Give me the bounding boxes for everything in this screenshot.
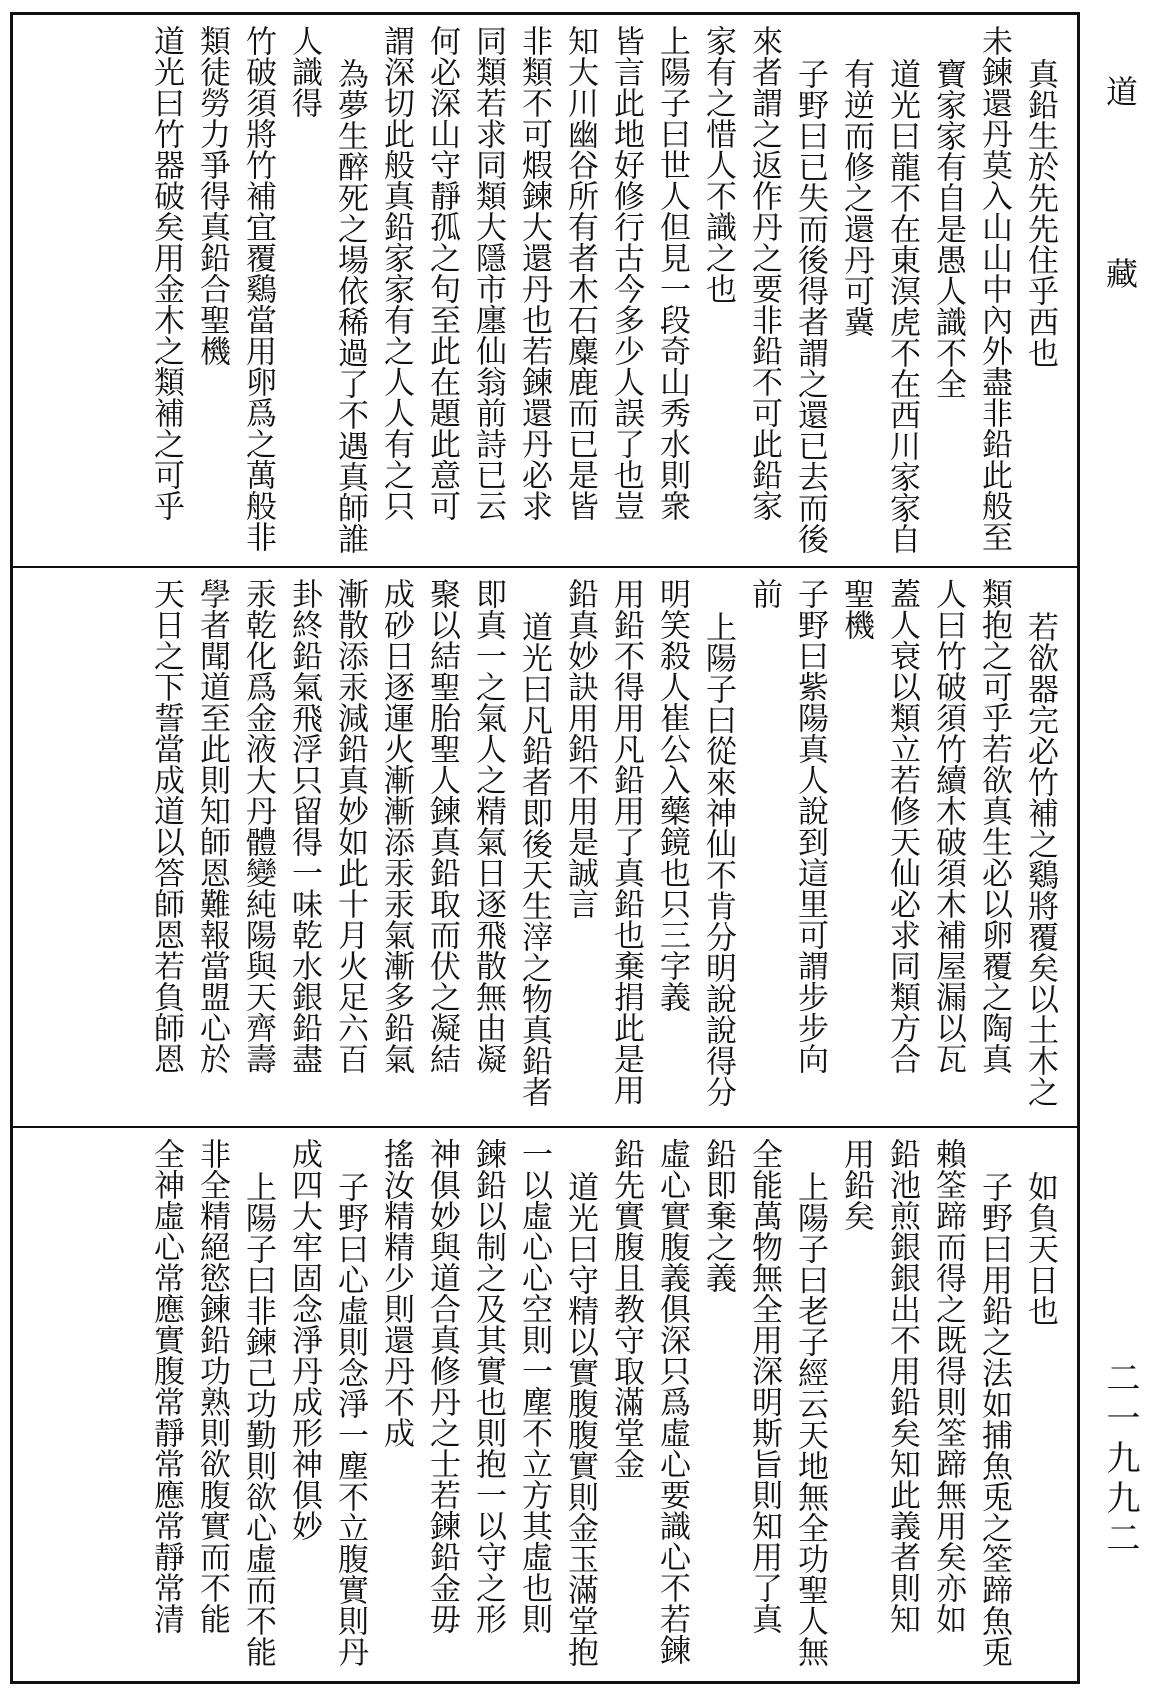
text-column: 聚以結聖胎聖人鍊真鉛取而伏之凝結: [424, 578, 460, 1074]
column-group: [143, 1138, 1063, 1673]
text-column: 聖機: [838, 578, 874, 640]
column-group: [143, 25, 1063, 558]
text-column: 道光曰竹器破矣用金木之類補之可乎: [148, 25, 184, 521]
text-column: 漸散添汞減鉛真妙如此十月火足六百: [332, 578, 368, 1074]
text-column: 汞乾化爲金液大丹體變純陽與天齊壽: [240, 578, 276, 1074]
text-column: 神俱妙與道合真修丹之士若鍊鉛金毋: [424, 1138, 460, 1634]
text-column: 類抱之可乎若欲真生必以卵覆之陶真: [976, 578, 1012, 1074]
collection-title: 道藏: [1101, 75, 1139, 439]
text-column: 竹破須將竹補宜覆鷄當用卵爲之萬般非: [240, 25, 276, 552]
text-column: 全能萬物無全用深明斯旨則知用了真: [746, 1138, 782, 1634]
text-register-middle: [13, 568, 1077, 1128]
text-column: 為夢生醉死之場依稀過了不遇真師誰: [332, 58, 368, 554]
text-column: 一以虛心心空則一塵不立方其虛也則: [516, 1138, 552, 1634]
text-column: 上陽子曰老子經云天地無全功聖人無: [792, 1171, 828, 1667]
text-column: 如負天日也: [1022, 1171, 1058, 1326]
text-register-top: [13, 15, 1077, 568]
text-column: 非全精絕慾鍊鉛功熟則欲腹實而不能: [194, 1138, 230, 1634]
text-column: 類徒勞力爭得真鉛合聖機: [194, 25, 230, 366]
text-column: 即真一之氣人之精氣日逐飛散無由凝: [470, 578, 506, 1074]
text-column: 鉛先實腹且教守取滿堂金: [608, 1138, 644, 1479]
text-column: 天日之下誓當成道以答師恩若負師恩: [148, 578, 184, 1074]
text-column: 卦終鉛氣飛浮只留得一味乾水銀鉛盡: [286, 578, 322, 1074]
text-column: 人曰竹破須竹續木破須木補屋漏以瓦: [930, 578, 966, 1074]
text-column: 虛心實腹義俱深只爲虛心要識心不若鍊: [654, 1138, 690, 1665]
text-column: 用鉛矣: [838, 1138, 874, 1231]
text-column: 未鍊還丹莫入山山中內外盡非鉛此般至: [976, 25, 1012, 552]
page-number: 二一九九二: [1100, 1360, 1140, 1560]
text-column: 子野曰心虛則念淨一塵不立腹實則丹: [332, 1171, 368, 1667]
column-group: [143, 578, 1063, 1118]
text-column: 蓋人衰以類立若修天仙必求同類方合: [884, 578, 920, 1074]
text-column: 家有之惜人不識之也: [700, 25, 736, 304]
text-column: 皆言此地好修行古今多少人誤了也豈: [608, 25, 644, 521]
page-margin: [1092, 0, 1152, 1697]
text-column: 道光曰守精以實腹腹實則金玉滿堂抱: [562, 1171, 598, 1667]
text-column: 同類若求同類大隱市廛仙翁前詩已云: [470, 25, 506, 521]
text-column: 鉛即棄之義: [700, 1138, 736, 1293]
text-column: 成砂日逐運火漸漸添汞汞氣漸多鉛氣: [378, 578, 414, 1074]
page-frame: [10, 12, 1080, 1684]
text-register-bottom: [13, 1128, 1077, 1681]
text-column: 來者謂之返作丹之要非鉛不可此鉛家: [746, 25, 782, 521]
text-column: 上陽子曰非鍊己功勤則欲心虛而不能: [240, 1171, 276, 1667]
text-column: 道光曰凡鉛者即後天生滓之物真鉛者: [516, 611, 552, 1107]
text-column: 鉛池煎銀銀出不用鉛矣知此義者則知: [884, 1138, 920, 1634]
text-column: 真鉛生於先先住乎西也: [1022, 58, 1058, 368]
text-column: 知大川幽谷所有者木石麋鹿而已是皆: [562, 25, 598, 521]
text-column: 謂深切此般真鉛家家有之人人有之只: [378, 25, 414, 521]
text-column: 全神虛心常應實腹常靜常應常靜常清: [148, 1138, 184, 1634]
text-column: 子野曰用鉛之法如捕魚兎之筌蹄魚兎: [976, 1171, 1012, 1667]
text-column: 有逆而修之還丹可冀: [838, 58, 874, 337]
text-column: 何必深山守靜孤之句至此在題此意可: [424, 25, 460, 521]
text-column: 非類不可煆鍊大還丹也若鍊還丹必求: [516, 25, 552, 521]
text-column: 前: [746, 578, 782, 609]
text-column: 道光曰龍不在東溟虎不在西川家家自: [884, 58, 920, 554]
text-column: 學者聞道至此則知師恩難報當盟心於: [194, 578, 230, 1074]
text-column: 成四大牢固念淨丹成形神俱妙: [286, 1138, 322, 1541]
text-column: 明笑殺人崔公入藥鏡也只三字義: [654, 578, 690, 1012]
text-column: 寶家家有自是愚人識不全: [930, 58, 966, 399]
text-column: 上陽子曰世人但見一段奇山秀水則衆: [654, 25, 690, 521]
text-column: 子野曰紫陽真人說到這里可謂步步向: [792, 578, 828, 1074]
text-column: 鉛真妙訣用鉛不用是誠言: [562, 578, 598, 919]
text-column: 賴筌蹄而得之既得則筌蹄無用矣亦如: [930, 1138, 966, 1634]
text-column: 若欲器完必竹補之鷄將覆矣以土木之: [1022, 611, 1058, 1107]
text-column: 搖汝精精少則還丹不成: [378, 1138, 414, 1448]
text-column: 上陽子曰從來神仙不肯分明說說得分: [700, 611, 736, 1107]
text-column: 用鉛不得用凡鉛用了真鉛也棄捐此是用: [608, 578, 644, 1105]
text-column: 人識得: [286, 25, 322, 118]
text-column: 鍊鉛以制之及其實也則抱一以守之形: [470, 1138, 506, 1634]
text-column: 子野曰已失而後得者謂之還已去而後: [792, 58, 828, 554]
